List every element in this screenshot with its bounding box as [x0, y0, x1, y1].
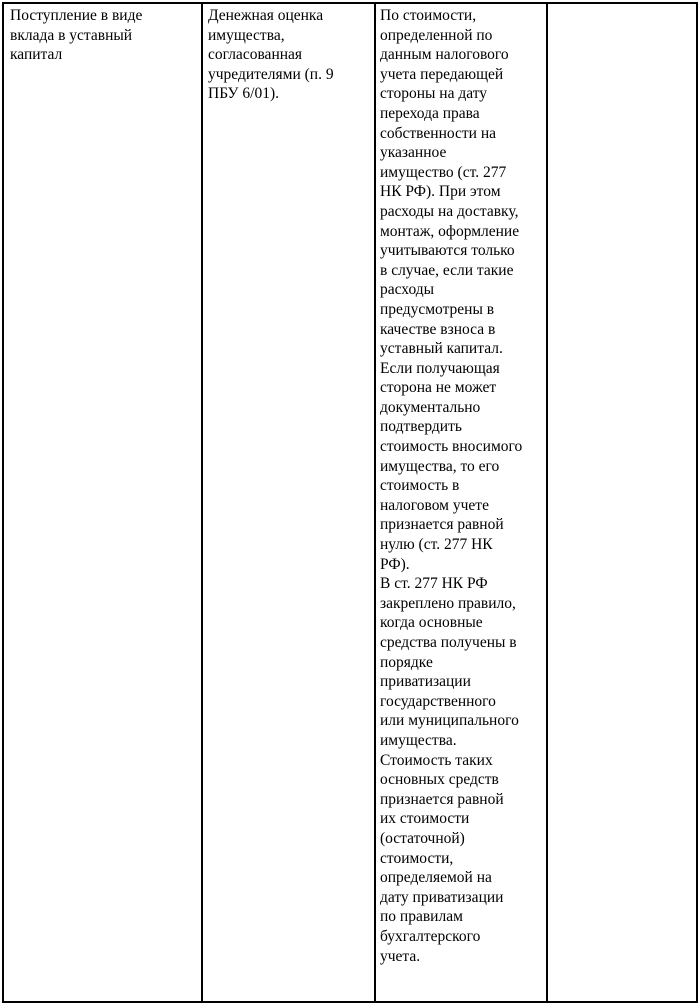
cell-accounting-valuation: Денежная оценка имущества, согласованная учредителями (п. 9 ПБУ 6/01).: [208, 7, 334, 103]
column-divider-2: [374, 2, 376, 1003]
table-right-border: [696, 2, 698, 1003]
table-left-border: [2, 2, 4, 1003]
cell-receipt-method: Поступление в виде вклада в уставный капитал: [10, 7, 143, 64]
column-divider-1: [201, 2, 203, 1003]
cell-tax-valuation: По стоимости, определенной по данным налогового учета передающей стороны на дату перехода права собственности на указанное имущество (ст. 277 НК РФ). При этом расходы на доставку, монтаж, оформление учитываются только в случае, если такие расходы предусмотрены в качестве взноса в уставный капитал. Если получающая сторона не может документально подтвердить стоимость вносимого имущества, то его стоимость в налоговом учете признается равной нулю (ст. 277 НК РФ). В ст. 277 НК РФ закреплено правило, когда основные средства получены в порядке приватизации государственного или муниципального имущества. Стоимость таких основных средств признается равной их стоимости (остаточной) стоимости, определяемой на дату приватизации по правилам бухгалтерского учета.: [380, 7, 523, 965]
column-divider-3: [546, 2, 548, 1003]
table-bottom-border: [2, 1001, 698, 1003]
table-top-border: [2, 2, 698, 4]
